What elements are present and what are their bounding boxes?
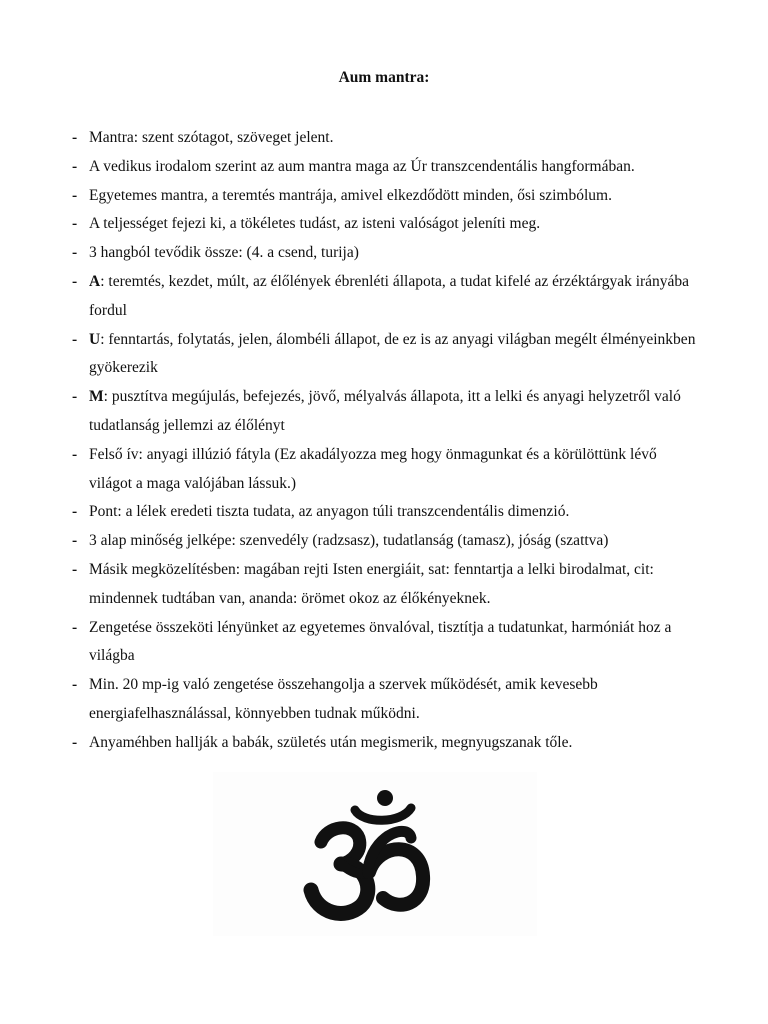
list-item: - Zengetése összeköti lényünket az egyetemes önvalóval, tisztítja a tudatunkat, harmóniát hoz a világba: [72, 614, 697, 672]
om-symbol-icon: [213, 772, 537, 936]
item-lead: M: [89, 388, 104, 406]
bullet-dash: -: [72, 244, 78, 262]
bullet-dash: -: [72, 676, 78, 694]
list-item: - Min. 20 mp-ig való zengetése összehangolja a szervek működését, amik kevesebb energiafelhasználással, könnyebben tudnak működni.: [72, 671, 697, 729]
list-item: - A: teremtés, kezdet, múlt, az élőlények ébrenléti állapota, a tudat kifelé az érzéktárgyak irányába fordul: [72, 268, 697, 326]
bullet-dash: -: [72, 330, 78, 348]
list-item: - 3 hangból tevődik össze: (4. a csend, turija): [72, 239, 697, 268]
list-item: - A vedikus irodalom szerint az aum mantra maga az Úr transzcendentális hangformában.: [72, 153, 697, 182]
bullet-dash: -: [72, 733, 78, 751]
om-figure: [213, 772, 537, 936]
item-lead: U: [89, 330, 101, 348]
bullet-dash: -: [72, 157, 78, 175]
bullet-dash: -: [72, 618, 78, 636]
list-item: - Mantra: szent szótagot, szöveget jelent.: [72, 124, 697, 153]
bullet-dash: -: [72, 388, 78, 406]
bullet-dash: -: [72, 532, 78, 550]
list-item: - Másik megközelítésben: magában rejti Isten energiáit, sat: fenntartja a lelki birodalmat, cit: mindennek tudtában van, ananda: örömet okoz az élőkényeknek.: [72, 556, 697, 614]
item-lead: A: [89, 272, 101, 290]
bullet-dash: -: [72, 503, 78, 521]
list-item: - Pont: a lélek eredeti tiszta tudata, az anyagon túli transzcendentális dimenzió.: [72, 498, 697, 527]
bullet-dash: -: [72, 445, 78, 463]
page-title: Aum mantra:: [338, 69, 430, 86]
list-item: - Egyetemes mantra, a teremtés mantrája, amivel elkezdődött minden, ősi szimbólum.: [72, 182, 697, 211]
bullet-list: [72, 124, 697, 758]
bullet-dash: -: [72, 272, 78, 290]
bullet-dash: -: [72, 186, 78, 204]
bullet-dash: -: [72, 215, 78, 233]
bullet-dash: -: [72, 560, 78, 578]
list-item: - U: fenntartás, folytatás, jelen, álombéli állapot, de ez is az anyagi világban megélt élményeinkben gyökerezik: [72, 326, 697, 384]
list-item: - Anyaméhben hallják a babák, születés után megismerik, megnyugszanak tőle.: [72, 729, 697, 758]
list-item: - 3 alap minőség jelképe: szenvedély (radzsasz), tudatlanság (tamasz), jóság (szattva): [72, 527, 697, 556]
list-item: - A teljességet fejezi ki, a tökéletes tudást, az isteni valóságot jeleníti meg.: [72, 210, 697, 239]
list-item: - Felső ív: anyagi illúzió fátyla (Ez akadályozza meg hogy önmagunkat és a körülöttünk lévő világot a maga valójában lássuk.): [72, 441, 697, 499]
list-item: - M: pusztítva megújulás, befejezés, jövő, mélyalvás állapota, itt a lelki és anyagi helyzetről való tudatlanság jellemzi az élőlényt: [72, 383, 697, 441]
bullet-dash: -: [72, 129, 78, 146]
